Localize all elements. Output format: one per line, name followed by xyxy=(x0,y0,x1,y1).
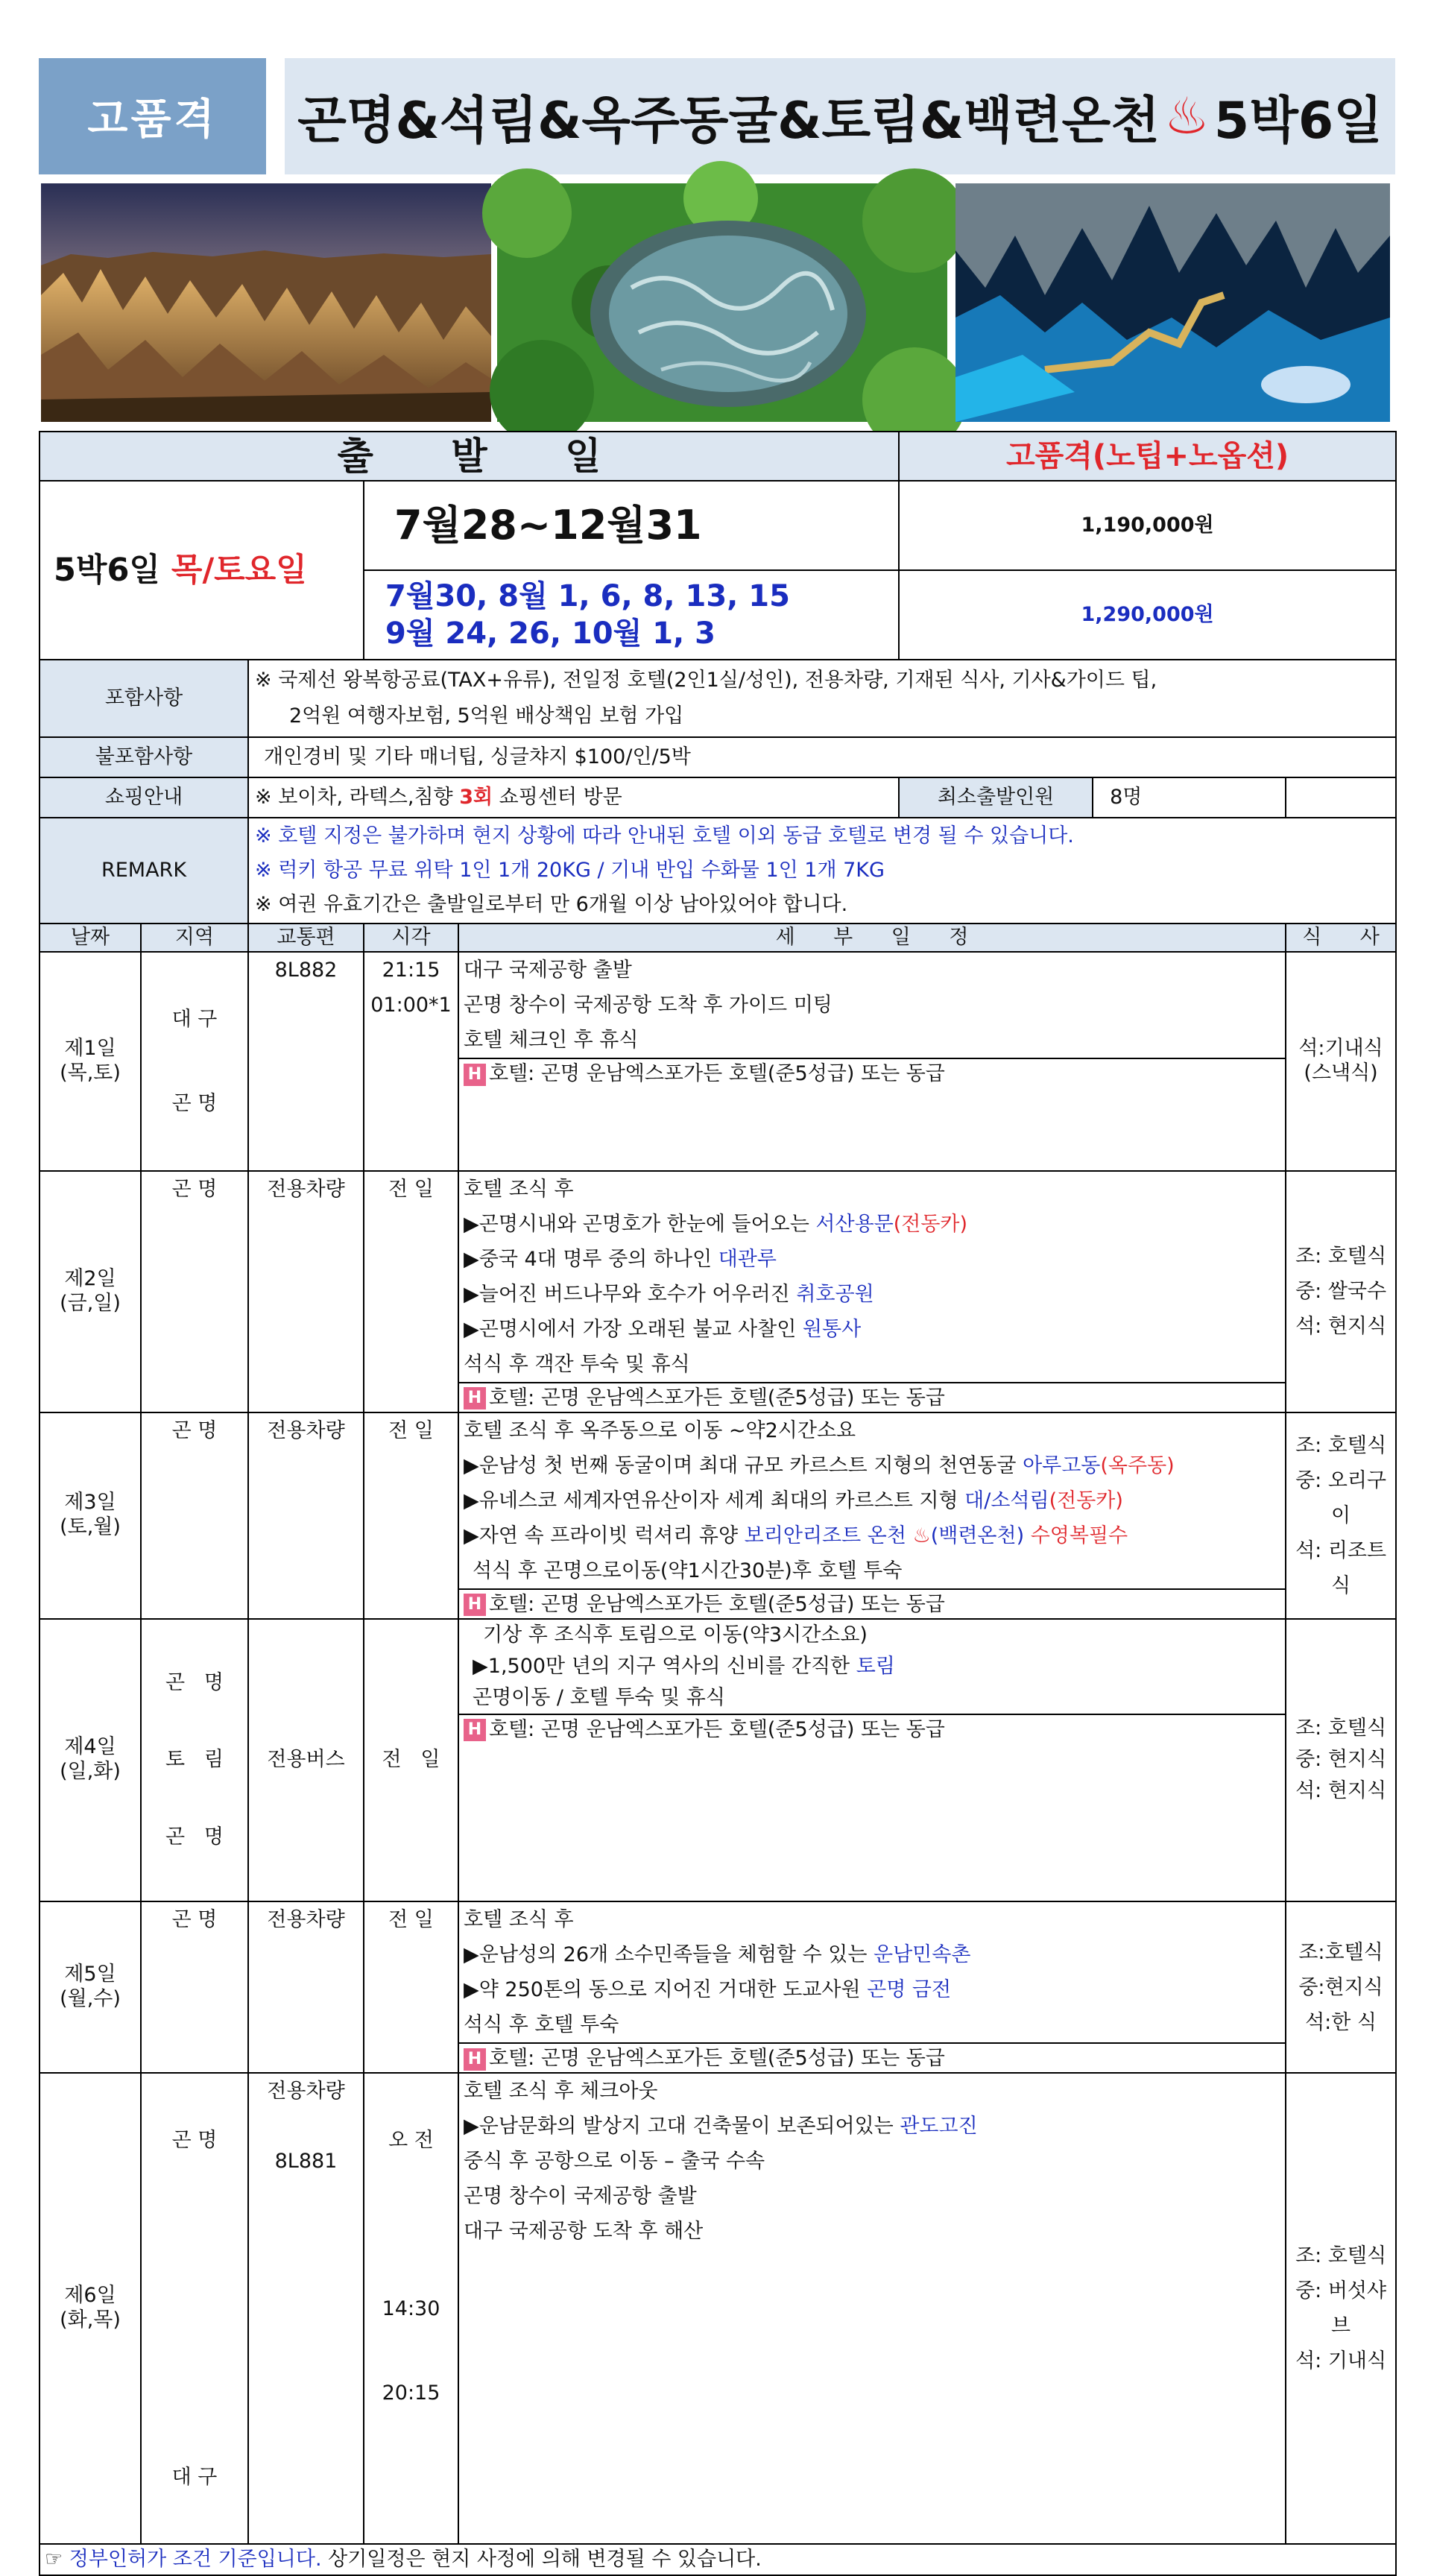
photo-strip xyxy=(41,183,1390,422)
shopping-text xyxy=(248,777,899,818)
day-meal: 조:호텔식 중:현지식 석:한 식 xyxy=(1286,1901,1396,2073)
day-time: 전 일 xyxy=(364,1619,458,1902)
day-meal: 석:기내식 (스낵식) xyxy=(1286,952,1396,1171)
day-region: 곤 명 토 림 곤 명 xyxy=(141,1619,248,1902)
min-people-cell xyxy=(899,777,1286,818)
empty-cell xyxy=(1286,777,1396,818)
day-row-3 xyxy=(40,1412,1396,1619)
day-meal: 조: 호텔식 중: 쌀국수 석: 현지식 xyxy=(1286,1171,1396,1412)
date-range-1: 7월28~12월31 xyxy=(364,481,899,570)
day-time: 전 일 xyxy=(364,1171,458,1412)
day-detail: 호텔 조식 후 옥주동으로 이동 ~약2시간소요 ▶운남성 첫 번째 동굴이며 최대 규모 카르스트 지형의 천연동굴 아루고동(옥주동) ▶유네스코 세계자연유산이자 세계 최대의 카르스트 지형 대/소석림(전동카) ▶자연 속 프라이빗 럭셔리 휴양 보리안리조트 온천 ♨(백련온천) 수영복필수 석식 후 곤명으로이동(약1시간30분)후 호텔 투숙 H 호텔: 곤명 운남엑스포가든 호텔(준5성급) 또는 동급 xyxy=(458,1412,1286,1619)
hotel-line: H 호텔: 곤명 운남엑스포가든 호텔(준5성급) 또는 동급 xyxy=(459,2042,1285,2072)
date-range-2-line1: 7월30, 8월 1, 6, 8, 13, 15 xyxy=(385,579,790,613)
shopping-pre: ※ 보이차, 라텍스,침향 xyxy=(255,785,460,809)
day-region: 곤 명 xyxy=(141,1171,248,1412)
grade-badge: 고품격 xyxy=(39,58,266,174)
col-detail: 세 부 일 정 xyxy=(458,924,1286,952)
day-transport: 전용차량 xyxy=(248,1901,364,2073)
itinerary-table xyxy=(39,431,1397,2576)
day-region: 대 구 곤 명 xyxy=(141,952,248,1171)
included-line2: 2억원 여행자보험, 5억원 배상책임 보험 가입 xyxy=(289,704,684,727)
price-1: 1,190,000원 xyxy=(899,481,1396,570)
min-people-label: 최소출발인원 xyxy=(900,778,1093,817)
day-transport: 전용차량 xyxy=(248,1412,364,1619)
page-title xyxy=(285,58,1395,174)
stone-forest-canyon-photo xyxy=(41,183,491,422)
hot-spring-icon: ♨ xyxy=(1163,86,1210,146)
day-label: 제5일 (월,수) xyxy=(40,1901,141,2073)
title-duration: 5박6일 xyxy=(1213,91,1383,151)
date-range-2 xyxy=(364,570,899,660)
excluded-text: 개인경비 및 기타 매너팁, 싱글챠지 $100/인/5박 xyxy=(248,737,1396,777)
hotel-line: H 호텔: 곤명 운남엑스포가든 호텔(준5성급) 또는 동급 xyxy=(459,1714,1285,1743)
remark-text xyxy=(248,818,1396,924)
hot-spring-icon: ♨ xyxy=(912,1524,931,1547)
remark-line1: ※ 호텔 지정은 불가하며 현지 상황에 따라 안내된 호텔 이외 동급 호텔로 변경 될 수 있습니다. xyxy=(255,824,1074,847)
day-label: 제1일 (목,토) xyxy=(40,952,141,1171)
day-detail: 호텔 조식 후 ▶곤명시내와 곤명호가 한눈에 들어오는 서산용문(전동카) ▶중국 4대 명루 중의 하나인 대관루 ▶늘어진 버드나무와 호수가 어우러진 취호공원 ▶곤명시에서 가장 오래된 불교 사찰인 원통사 석식 후 객잔 투숙 및 휴식 H 호텔: 곤명 운남엑스포가든 호텔(준5성급) 또는 동급 xyxy=(458,1171,1286,1412)
shopping-label: 쇼핑안내 xyxy=(40,777,248,818)
excluded-row xyxy=(40,737,1396,777)
day-time: 오 전 14:30 20:15 xyxy=(364,2073,458,2544)
day-region: 곤 명 대 구 xyxy=(141,2073,248,2544)
day-detail: 기상 후 조식후 토림으로 이동(약3시간소요) ▶1,500만 년의 지구 역사의 신비를 간직한 토림 곤명이동 / 호텔 투숙 및 휴식 H 호텔: 곤명 운남엑스포가든 호텔(준5성급) 또는 동급 xyxy=(458,1619,1286,1902)
title-main: 곤명&석림&옥주동굴&토림&백련온천 xyxy=(297,91,1160,151)
day-meal: 조: 호텔식 중: 버섯샤브 석: 기내식 xyxy=(1286,2073,1396,2544)
included-label: 포함사항 xyxy=(40,660,248,737)
day-row-2 xyxy=(40,1171,1396,1412)
day-region: 곤 명 xyxy=(141,1412,248,1619)
day-transport: 전용버스 xyxy=(248,1619,364,1902)
min-people-value: 8명 xyxy=(1110,785,1143,809)
hotel-line: H 호텔: 곤명 운남엑스포가든 호텔(준5성급) 또는 동급 xyxy=(459,1588,1285,1618)
grade-option-label: 고품격(노팁+노옵션) xyxy=(899,432,1396,481)
day-detail: 호텔 조식 후 ▶운남성의 26개 소수민족들을 체험할 수 있는 운남민속촌 ▶약 250톤의 동으로 지어진 거대한 도교사원 곤명 금전 석식 후 호텔 투숙 H 호텔: 곤명 운남엑스포가든 호텔(준5성급) 또는 동급 xyxy=(458,1901,1286,2073)
price-2: 1,290,000원 xyxy=(899,570,1396,660)
day-detail: 대구 국제공항 출발 곤명 창수이 국제공항 도착 후 가이드 미팅 호텔 체크인 후 휴식 H 호텔: 곤명 운남엑스포가든 호텔(준5성급) 또는 동급 xyxy=(458,952,1286,1171)
footer-text: 상기일정은 현지 사정에 의해 변경될 수 있습니다. xyxy=(321,2547,762,2571)
col-region: 지역 xyxy=(141,924,248,952)
day-row-4 xyxy=(40,1619,1396,1902)
day-transport: 8L882 xyxy=(248,952,364,1171)
departure-header: 출 발 일 xyxy=(40,432,899,481)
hotel-line: H 호텔: 곤명 운남엑스포가든 호텔(준5성급) 또는 동급 xyxy=(459,1058,1285,1087)
hot-spring-pool-aerial-photo xyxy=(497,183,947,422)
date-range-2-line2: 9월 24, 26, 10월 1, 3 xyxy=(385,616,716,651)
footer-blue-text: 정부인허가 조건 기준입니다. xyxy=(63,2547,322,2571)
column-header-row xyxy=(40,924,1396,952)
trip-length: 5박6일 xyxy=(54,551,160,589)
footer-row xyxy=(40,2544,1396,2575)
illuminated-cave-photo xyxy=(955,183,1390,422)
remark-label: REMARK xyxy=(40,818,248,924)
day-time: 전 일 xyxy=(364,1901,458,2073)
day-time: 21:15 01:00*1 xyxy=(364,952,458,1171)
departure-header-row xyxy=(40,432,1396,481)
pointing-hand-icon: ☞ xyxy=(45,2547,63,2571)
hotel-icon: H xyxy=(464,1064,486,1086)
included-row xyxy=(40,660,1396,737)
hotel-icon: H xyxy=(464,2048,486,2071)
price-row-1 xyxy=(40,481,1396,570)
remark-line2: ※ 럭키 항공 무료 위탁 1인 1개 20KG / 기내 반입 수화물 1인 1개 7KG xyxy=(255,859,885,882)
day-label: 제4일 (일,화) xyxy=(40,1619,141,1902)
day-transport: 전용차량 xyxy=(248,1171,364,1412)
day-detail: 호텔 조식 후 체크아웃 ▶운남문화의 발상지 고대 건축물이 보존되어있는 관도고진 중식 후 공항으로 이동 – 출국 수속 곤명 창수이 국제공항 출발 대구 국제공항 도착 후 해산 xyxy=(458,2073,1286,2544)
remark-row xyxy=(40,818,1396,924)
shopping-row xyxy=(40,777,1396,818)
col-time: 시각 xyxy=(364,924,458,952)
hotel-icon: H xyxy=(464,1387,486,1409)
hotel-line: H 호텔: 곤명 운남엑스포가든 호텔(준5성급) 또는 동급 xyxy=(459,1382,1285,1412)
day-label: 제2일 (금,일) xyxy=(40,1171,141,1412)
header xyxy=(39,58,1395,174)
shopping-post: 쇼핑센터 방문 xyxy=(493,785,622,809)
remark-line3: ※ 여권 유효기간은 출발일로부터 만 6개월 이상 남아있어야 합니다. xyxy=(255,893,848,916)
day-region: 곤 명 xyxy=(141,1901,248,2073)
included-line1: ※ 국제선 왕복항공료(TAX+유류), 전일정 호텔(2인1실/성인), 전용차량, 기재된 식사, 기사&가이드 팁, xyxy=(255,669,1157,692)
day-row-5 xyxy=(40,1901,1396,2073)
col-transport: 교통편 xyxy=(248,924,364,952)
day-row-6 xyxy=(40,2073,1396,2544)
hotel-icon: H xyxy=(464,1719,486,1741)
day-transport: 전용차량 8L881 xyxy=(248,2073,364,2544)
hotel-icon: H xyxy=(464,1594,486,1616)
day-time: 전 일 xyxy=(364,1412,458,1619)
trip-length-cell xyxy=(40,481,364,660)
included-text xyxy=(248,660,1396,737)
col-meal: 식 사 xyxy=(1286,924,1396,952)
excluded-label: 불포함사항 xyxy=(40,737,248,777)
day-row-1 xyxy=(40,952,1396,1171)
shopping-count: 3회 xyxy=(459,785,493,809)
col-day: 날짜 xyxy=(40,924,141,952)
day-label: 제3일 (토,월) xyxy=(40,1412,141,1619)
footer-note xyxy=(40,2544,1396,2575)
day-meal: 조: 호텔식 중: 오리구이 석: 리조트식 xyxy=(1286,1412,1396,1619)
trip-days: 목/토요일 xyxy=(171,551,307,589)
day-meal: 조: 호텔식 중: 현지식 석: 현지식 xyxy=(1286,1619,1396,1902)
day-label: 제6일 (화,목) xyxy=(40,2073,141,2544)
